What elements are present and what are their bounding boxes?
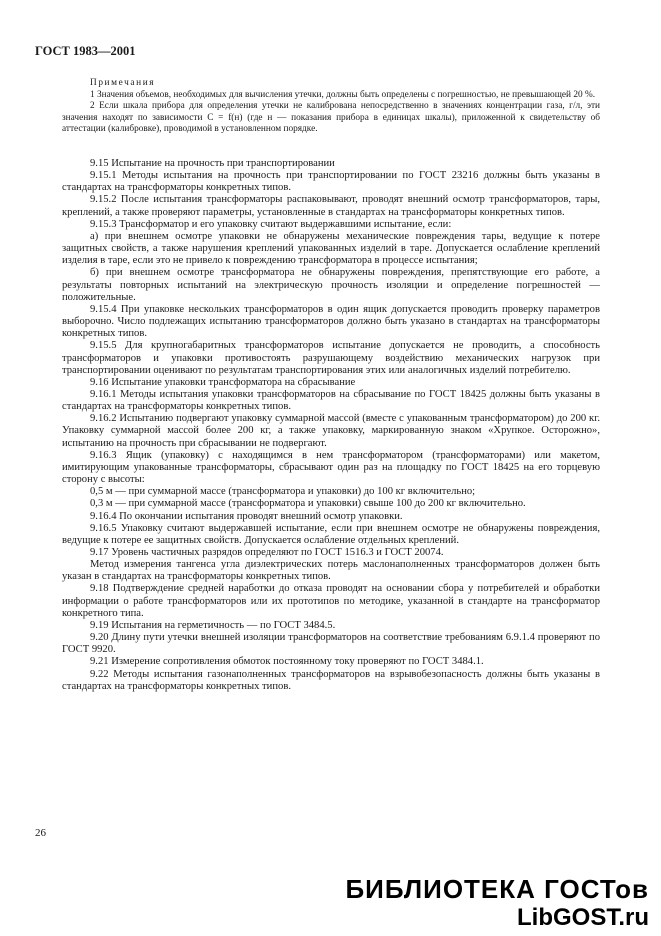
notes-block: [62, 78, 600, 136]
page-number: 26: [35, 827, 46, 839]
paragraph: Метод измерения тангенса угла диэлектрических потерь маслонаполненных трансформаторов должен быть указан в стандартах на трансформаторы конкретных типов.: [62, 559, 600, 583]
paragraph: 9.21 Измерение сопротивления обмоток постоянному току проверяют по ГОСТ 3484.1.: [90, 656, 484, 668]
note-item: 1 Значения объемов, необходимых для вычисления утечки, должны быть определены с погрешностью, не превышающей 20 %.: [90, 89, 596, 100]
paragraph: 9.15.4 При упаковке нескольких трансформаторов в один ящик допускается проводить проверку параметров выборочно. Число подлежащих испытанию трансформаторов должно быть указано в стандартах на трансформаторы конкретных типов.: [62, 303, 600, 340]
paragraph: 9.16.5 Упаковку считают выдержавшей испытание, если при внешнем осмотре не обнаружены повреждения, ведущие к потере ее защитных свойств. Допускается ослабление отдельных креплений.: [62, 522, 600, 546]
note-item: 2 Если шкала прибора для определения утечки не калибрована непосредственно в значениях концентрации газа, г/л, эти значения находят по зависимости C = f(н) (где н — показания прибора в единицах шкалы), приложенной к свидетельству об аттестации (калибровке), проводимой в установленном порядке.: [62, 101, 600, 134]
paragraph: 9.20 Длину пути утечки внешней изоляции трансформаторов на соответствие требованиям 6.9.1.4 проверяют по ГОСТ 9920.: [62, 632, 600, 656]
paragraph: 9.15.2 После испытания трансформаторы распаковывают, проводят внешний осмотр трансформаторов, тары, креплений, а также проверяют параметры, установленные в стандартах на трансформаторы конкретных типов.: [62, 194, 600, 218]
paragraph: 0,3 м — при суммарной массе (трансформатора и упаковки) свыше 100 до 200 кг включительно.: [90, 498, 526, 510]
paragraph: 9.15.1 Методы испытания на прочность при транспортировании по ГОСТ 23216 должны быть указаны в стандартах на трансформаторы конкретных типов.: [62, 170, 600, 194]
paragraph: 9.19 Испытания на герметичность — по ГОСТ 3484.5.: [90, 619, 336, 631]
paragraph: 0,5 м — при суммарной массе (трансформатора и упаковки) до 100 кг включительно;: [90, 486, 476, 498]
section-heading: 9.15 Испытание на прочность при транспортировании: [90, 158, 335, 169]
paragraph: 9.15.5 Для крупногабаритных трансформаторов испытание допускается не проводить, а способность трансформаторов и упаковки противостоять разрушающему воздействию механических нагрузок при транспортировании оценивают по результатам транспортирования этих или аналогичных изделий потребителю.: [62, 340, 600, 376]
paragraph: б) при внешнем осмотре трансформатора не обнаружены повреждения, препятствующие его работе, а результаты повторных испытаний на электрическую прочность изоляции и определение погрешностей — положительные.: [62, 267, 600, 303]
section-heading: 9.16 Испытание упаковки трансформатора на сбрасывание: [90, 376, 356, 388]
watermark-line-1: БИБЛИОТЕКА ГОСТов: [345, 874, 649, 904]
paragraph: а) при внешнем осмотре упаковки не обнаружены механические повреждения тары, ведущие к потере защитных свойств, а также нарушения креплений упакованных изделий в таре. Допускается ослабление креплений изделия в таре, если это не привело к повреждению трансформатора в процессе испытания;: [62, 230, 600, 267]
library-watermark: [345, 874, 649, 932]
paragraph: 9.16.1 Методы испытания упаковки трансформаторов на сбрасывание по ГОСТ 18425 должны быть указаны в стандартах на трансформаторы конкретных типов.: [62, 388, 600, 413]
body-text: [62, 158, 600, 693]
document-header: ГОСТ 1983—2001: [35, 44, 136, 58]
notes-title: Примечания: [90, 78, 156, 88]
paragraph: 9.16.3 Ящик (упаковку) с находящимся в нем трансформатором (трансформаторами) или макетом, имитирующим упакованные трансформаторы, сбрасывают один раз на площадку по ГОСТ 18425 на его торцевую сторону с высоты:: [62, 449, 600, 486]
paragraph: 9.16.2 Испытанию подвергают упаковку суммарной массой (вместе с упакованным трансформатором) до 200 кг. Упаковку суммарной массой более 200 кг, а также упаковку, маркированную знаком «Хрупкое. Осторожно», испытанию на прочность при сбрасывании не подвергают.: [62, 413, 600, 449]
paragraph: 9.15.3 Трансформатор и его упаковку считают выдержавшими испытание, если:: [90, 218, 452, 230]
watermark-link[interactable]: LibGOST.ru: [517, 904, 649, 931]
paragraph: 9.17 Уровень частичных разрядов определяют по ГОСТ 1516.3 и ГОСТ 20074.: [90, 547, 444, 558]
paragraph: 9.16.4 По окончании испытания проводят внешний осмотр упаковки.: [90, 510, 403, 522]
paragraph: 9.18 Подтверждение средней наработки до отказа проводят на основании сбора у потребителей и обработки информации о работе трансформаторов или их прототипов по методике, указанной в стандарте на трансформатор конкретного типа.: [62, 583, 600, 619]
paragraph: 9.22 Методы испытания газонаполненных трансформаторов на взрывобезопасность должны быть указаны в стандартах на трансформаторы конкретных типов.: [62, 668, 600, 692]
